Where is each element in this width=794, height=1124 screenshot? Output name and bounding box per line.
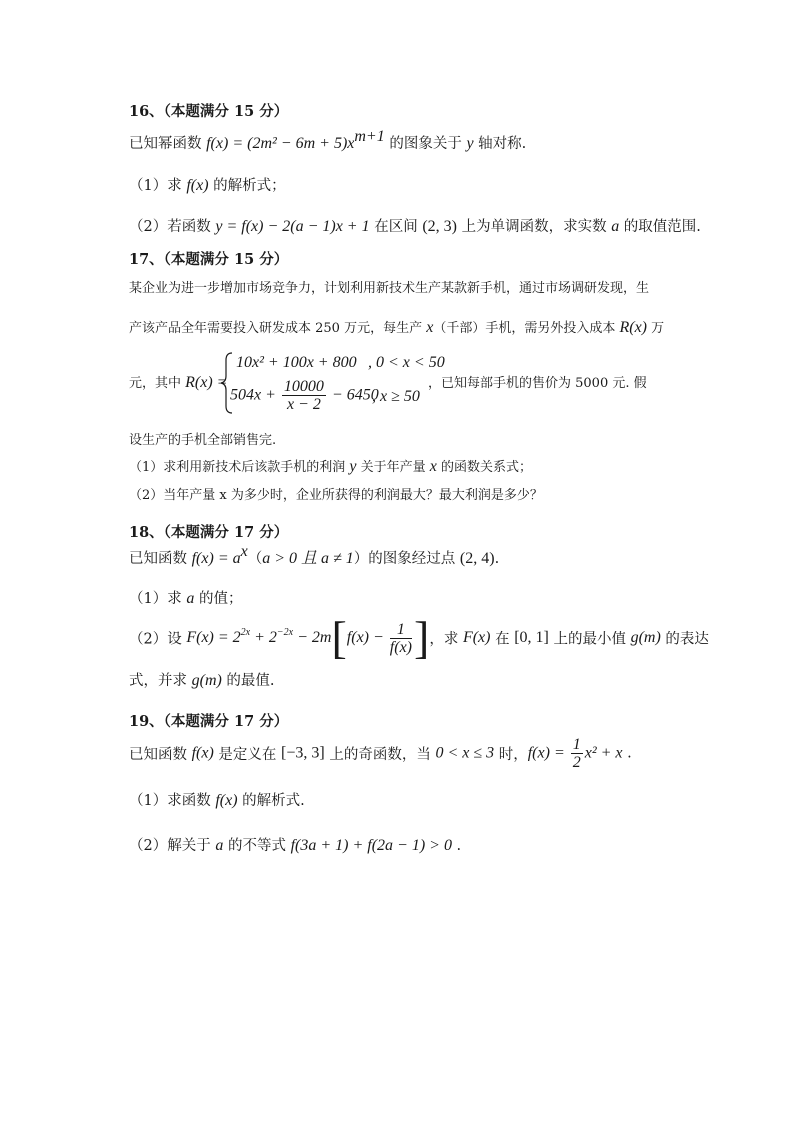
math-expression: y = f(x) − 2(a − 1)x + 1	[215, 218, 370, 235]
problem-17-line-3-prefix	[129, 372, 227, 392]
math-condition: , x ≥ 50	[372, 388, 420, 405]
problem-17-line-2	[129, 317, 664, 337]
text: 上的奇函数，当	[324, 747, 436, 763]
text: 的函数关系式；	[436, 460, 533, 475]
text: 已知幂函数	[129, 136, 207, 152]
math-expression: 10x² + 100x + 800	[236, 354, 357, 371]
text: 是定义在	[213, 747, 282, 763]
math-exponent: m+1	[354, 128, 385, 145]
math-expression: f(x)	[186, 177, 209, 194]
math-variable: a	[611, 218, 620, 235]
text: 产该产品全年需要投入研发成本 250 万元，每生产	[129, 321, 427, 336]
problem-16-part-1	[129, 174, 286, 195]
text: （2）解关于	[129, 838, 216, 854]
math-variable: a	[186, 590, 195, 607]
math-expression: g(m)	[191, 672, 222, 689]
math-exponent: 2x	[240, 627, 251, 638]
piecewise-case-2-condition	[372, 388, 420, 406]
piecewise-case-2	[230, 378, 379, 413]
problem-17-line-3-suffix: ，已知每部手机的售价为 5000 元. 假	[428, 376, 647, 391]
math-interval: [−3, 3]	[281, 744, 325, 762]
math-interval: [0, 1]	[514, 629, 549, 646]
text: 的取值范围.	[619, 219, 701, 235]
math-expression: f(x)	[215, 792, 238, 809]
text: ，求	[429, 631, 463, 648]
math-condition: a > 0 且 a ≠ 1	[262, 550, 354, 567]
math-fraction	[571, 736, 583, 771]
math-exponent: x	[240, 543, 248, 560]
text: 的不等式	[223, 838, 291, 854]
text: .	[622, 745, 632, 762]
problem-16-part-2	[129, 215, 701, 236]
text: （1）求	[129, 591, 187, 607]
problem-19-heading: 19、（本题满分 17 分）	[129, 713, 289, 730]
problem-18-statement	[129, 545, 499, 568]
math-expression: f(x) = a	[191, 550, 241, 567]
text: 在区间	[369, 219, 423, 235]
math-variable: y	[466, 135, 474, 152]
fraction-numerator: 1	[572, 736, 581, 753]
text: ）的图象经过点	[353, 551, 460, 567]
text: 轴对称.	[473, 136, 527, 152]
math-condition: 0 < x ≤ 3	[435, 744, 495, 762]
math-expression: f(x) = (2m² − 6m + 5)x	[206, 135, 355, 152]
text: （千部）手机，需另外投入成本	[433, 321, 620, 336]
math-expression: f(3a + 1) + f(2a − 1) > 0	[290, 837, 452, 854]
fraction-denominator: f(x)	[389, 638, 412, 656]
problem-18-part-2-continued	[129, 669, 275, 690]
text: 万	[647, 321, 665, 336]
math-expression: g(m)	[630, 629, 661, 646]
math-expression: R(x)	[619, 319, 647, 336]
problem-17-heading: 17、（本题满分 15 分）	[129, 251, 289, 268]
math-variable: a	[215, 837, 224, 854]
math-expression: f(x) −	[346, 629, 388, 646]
problem-17-part-2: （2）当年产量 x 为多少时，企业所获得的利润最大？最大利润是多少？	[129, 488, 543, 503]
fraction-numerator: 1	[390, 621, 412, 639]
fraction-denominator: x − 2	[286, 396, 321, 413]
math-expression: − 6450	[327, 386, 379, 404]
math-fraction	[282, 378, 326, 413]
text: 在	[490, 631, 515, 648]
text: 的解析式.	[237, 793, 305, 809]
piecewise-case-1-condition	[368, 354, 445, 372]
math-expression: f(x)	[191, 744, 214, 762]
problem-17-part-1	[129, 456, 532, 476]
problem-16-heading: 16、（本题满分 15 分）	[129, 103, 289, 120]
problem-17-line-4: 设生产的手机全部销售完.	[129, 433, 277, 448]
left-bracket: [	[331, 612, 347, 663]
math-expression: 504x +	[230, 386, 280, 404]
text: 的解析式；	[208, 178, 286, 194]
text: 的表达	[660, 631, 709, 648]
text: （1）求利用新技术后该款手机的利润	[129, 460, 350, 475]
problem-18-heading: 18、（本题满分 17 分）	[129, 524, 289, 541]
problem-19-part-2	[129, 834, 461, 855]
math-variable: x	[429, 458, 437, 475]
math-point: (2, 4)	[459, 550, 495, 567]
text: 关于年产量	[356, 460, 430, 475]
math-condition: , 0 < x < 50	[368, 354, 445, 371]
math-interval: (2, 3)	[422, 218, 457, 235]
math-expression	[186, 629, 331, 646]
text: 的值；	[194, 591, 243, 607]
text: （2）设	[129, 631, 187, 648]
text: 的图象关于	[384, 136, 467, 152]
math-expression: R(x) =	[185, 374, 228, 391]
text: 已知函数	[129, 747, 192, 763]
math-expression: x² + x	[584, 744, 623, 762]
math-expression: f(x) =	[527, 744, 569, 762]
text: 上的最小值	[548, 631, 631, 648]
text: （1）求函数	[129, 793, 216, 809]
math-fraction	[390, 621, 412, 656]
text: （2）若函数	[129, 219, 216, 235]
fraction-denominator: 2	[572, 754, 581, 771]
math-part: + 2	[250, 629, 277, 646]
problem-19-part-1	[129, 789, 305, 810]
problem-19-statement	[129, 736, 632, 771]
text: 的最值.	[221, 673, 275, 689]
right-bracket: ]	[414, 612, 430, 663]
text: （1）求	[129, 178, 187, 194]
math-variable: x	[426, 319, 434, 336]
piecewise-case-1	[236, 354, 357, 372]
text: 时，	[494, 747, 528, 763]
text: .	[494, 551, 500, 567]
math-expression: F(x)	[462, 629, 491, 646]
text: 元，其中	[129, 376, 186, 391]
math-part: − 2m	[293, 629, 332, 646]
problem-17-line-1: 某企业为进一步增加市场竞争力，计划利用新技术生产某款新手机，通过市场调研发现，生	[129, 281, 650, 296]
math-variable: y	[349, 458, 357, 475]
math-part: F(x) = 2	[186, 629, 241, 646]
math-exponent: −2x	[276, 627, 294, 638]
problem-16-statement	[129, 128, 527, 153]
fraction-numerator: 10000	[283, 378, 324, 395]
text: .	[451, 838, 462, 854]
text: 式，并求	[129, 673, 192, 689]
text: 已知函数	[129, 551, 192, 567]
problem-18-part-2	[129, 612, 709, 663]
problem-18-part-1	[129, 587, 242, 608]
text: （	[247, 551, 263, 567]
text: 上为单调函数，求实数	[456, 219, 612, 235]
